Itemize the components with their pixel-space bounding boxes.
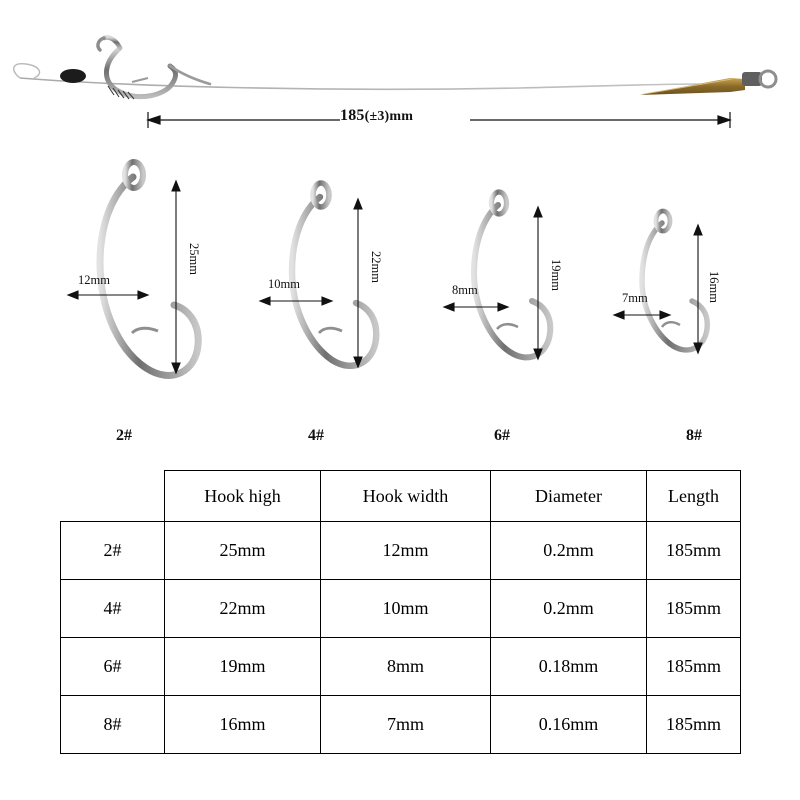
table-row: [61, 522, 741, 580]
hook-height-label-6: 19mm: [549, 259, 563, 291]
hook-height-label-4: 22mm: [369, 251, 383, 283]
cell-hook-width: 8mm: [321, 638, 491, 696]
cell-hook-width: 10mm: [321, 580, 491, 638]
hook-size-name-2: 2#: [116, 427, 132, 444]
leader-loop: [14, 64, 40, 78]
total-length-label: [340, 107, 413, 125]
knot-sleeve: [60, 69, 86, 83]
table-header-hook-high: Hook high: [165, 471, 321, 522]
cell-hook-high: 22mm: [165, 580, 321, 638]
cell-size: 2#: [61, 522, 165, 580]
hook-size-row: [0, 155, 800, 445]
hook-dimensions-8: [600, 155, 800, 405]
hook-height-label-8: 16mm: [707, 271, 721, 303]
hook-item-4: [228, 155, 428, 445]
cell-diameter: 0.18mm: [491, 638, 647, 696]
cell-size: 8#: [61, 696, 165, 754]
hook-width-label-4: 10mm: [268, 277, 300, 291]
hook-width-label-8: 7mm: [622, 291, 648, 305]
cell-hook-width: 7mm: [321, 696, 491, 754]
hook-item-8: [600, 155, 800, 445]
table-row: [61, 638, 741, 696]
hook-dimensions-6: [420, 155, 620, 405]
hook-height-label-2: 25mm: [187, 243, 201, 275]
hook-dimensions-2: [38, 155, 238, 405]
specification-table: [60, 470, 741, 754]
hook-width-label-2: 12mm: [78, 273, 110, 287]
table-row: [61, 580, 741, 638]
cell-length: 185mm: [647, 696, 741, 754]
total-length-unit: mm: [389, 109, 414, 124]
cell-size: 4#: [61, 580, 165, 638]
cell-hook-width: 12mm: [321, 522, 491, 580]
hook-size-name-4: 4#: [308, 427, 324, 444]
total-length-tolerance: (±3): [364, 109, 390, 124]
table-header-hook-width: Hook width: [321, 471, 491, 522]
cell-hook-high: 19mm: [165, 638, 321, 696]
cell-length: 185mm: [647, 580, 741, 638]
cell-length: 185mm: [647, 522, 741, 580]
cell-size: 6#: [61, 638, 165, 696]
cell-length: 185mm: [647, 638, 741, 696]
table-header-corner: [61, 471, 165, 522]
cell-diameter: 0.2mm: [491, 522, 647, 580]
hook-size-name-8: 8#: [686, 427, 702, 444]
total-length-dimension: [148, 112, 730, 128]
total-length-value: 185: [340, 107, 365, 124]
hook-width-label-6: 8mm: [452, 283, 478, 297]
rig-illustration: [0, 0, 800, 150]
leader-line: [20, 78, 700, 89]
table-header-diameter: Diameter: [491, 471, 647, 522]
cell-diameter: 0.16mm: [491, 696, 647, 754]
hook-item-6: [420, 155, 620, 445]
hook-item-2: [38, 155, 238, 445]
hook-dimensions-4: [228, 155, 428, 405]
table-row: [61, 696, 741, 754]
cell-hook-high: 16mm: [165, 696, 321, 754]
rig-hook: [98, 37, 210, 99]
table-header-length: Length: [647, 471, 741, 522]
cell-diameter: 0.2mm: [491, 580, 647, 638]
end-ring: [760, 71, 776, 87]
cell-hook-high: 25mm: [165, 522, 321, 580]
table-header-row: [61, 471, 741, 522]
rig-drawing: [0, 0, 800, 150]
hook-size-name-6: 6#: [494, 427, 510, 444]
